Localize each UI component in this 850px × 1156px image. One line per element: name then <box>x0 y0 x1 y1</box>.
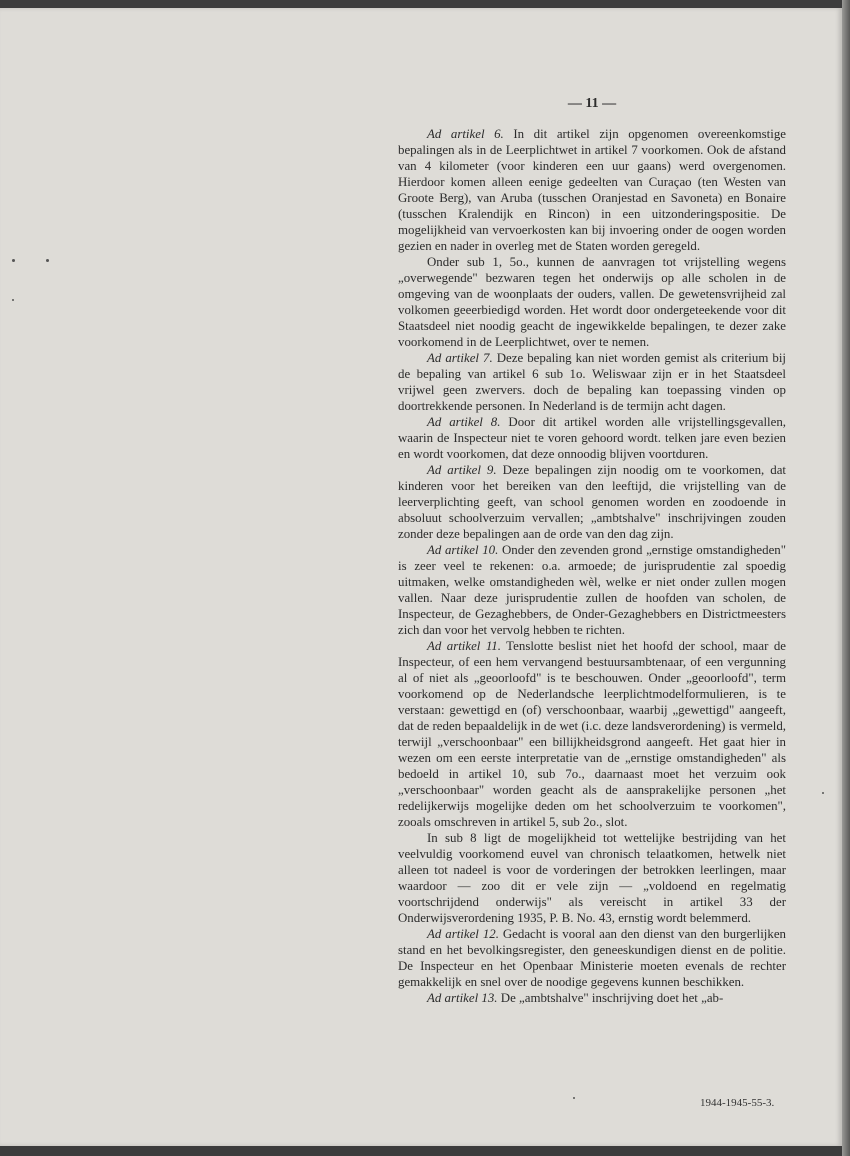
paragraph-artikel-12 <box>398 926 786 990</box>
paragraph-heading: Ad artikel 9. <box>427 463 497 477</box>
paragraph-heading: Ad artikel 13. <box>427 991 498 1005</box>
paragraph-artikel-10 <box>398 542 786 638</box>
paragraph-heading: Ad artikel 7. <box>427 351 493 365</box>
paragraph-artikel-9 <box>398 462 786 542</box>
paragraph-artikel-8 <box>398 414 786 462</box>
body-text <box>398 126 786 1006</box>
scan-speck <box>573 1097 575 1099</box>
paragraph-text: In dit artikel zijn opgenomen overeenkomstige bepalingen als in de Leerplichtwet in artikel 7 voorkomen. Ook de afstand van 4 kilometer (voor kinderen een uur gaans) werd overgenomen. Hierdoor komen alleen eenige gedeelten van Curaçao (ten Westen van Groote Berg), van Aruba (tusschen Oranjestad en Savoneta) en Bonaire (tusschen Kralendijk en Rincon) in een uitzonderingspositie. De mogelijkheid van vervoerkosten kan bij invoering onder de oogen worden gezien en nader in overleg met de Staten worden geregeld. <box>398 127 786 253</box>
paragraph-text: Deze bepalingen zijn noodig om te voorkomen, dat kinderen voor het bereiken van den leeftijd, die vrijstelling van de leerverplichting geeft, van school genomen worden en zoodoende in absoluut schoolverzuim vervallen; „ambtshalve" inschrijvingen zouden zonder deze bepalingen aan de orde van den dag zijn. <box>398 463 786 541</box>
scan-speck <box>12 259 15 262</box>
scan-speck <box>12 299 14 301</box>
paragraph-artikel-6 <box>398 126 786 254</box>
paragraph-text: De „ambtshalve" inschrijving doet het „ab- <box>497 991 724 1005</box>
paragraph-text: Door dit artikel worden alle vrijstellingsgevallen, waarin de Inspecteur niet te voren gehoord wordt. telken jare even bezien en wordt voorkomen, dat deze onnoodig blijven voortduren. <box>398 415 786 461</box>
paragraph-text: Onder den zevenden grond „ernstige omstandigheden" is zeer veel te rekenen: o.a. armoede; de jurisprudentie zal spoedig uitmaken, welke omstandigheden wèl, welke er niet onder zullen mogen vallen. Naar deze jurisprudentie zullen de hoofden van scholen, de Inspecteur, de Gezaghebbers, de Onder-Gezaghebbers en Districtmeesters zich dan voor het vervolg hebben te richten. <box>398 543 787 637</box>
paragraph-heading: Ad artikel 10. <box>427 543 499 557</box>
paragraph-artikel-11 <box>398 638 786 830</box>
paragraph-text: Tenslotte beslist niet het hoofd der school, maar de Inspecteur, of een hem vervangend bestuursambtenaar, of een vergunning al of niet als „geoorloofd" is te beschouwen. Onder „geoorloofd", term voorkomend op de Nederlandsche leerplichtmodelformulieren, is te verstaan: gewettigd en (of) verschoonbaar, waarbij „gewettigd" aangeeft, dat de reden bepaaldelijk in de wet (i.c. deze landsverordening) is vermeld, terwijl „verschoonbaar" een billijkheidsgrond aangeeft. Het gaat hier in wezen om een eerste interpretatie van de „ernstige omstandigheden" als bedoeld in artikel 10, sub 7o., daarnaast moet het verzuim ook „verschoonbaar" worden geacht als de aansprakelijke personen „het redelijkerwijs mogelijke deden om het schoolverzuim te voorkomen", zooals omschreven in artikel 5, sub 2o., slot. <box>398 639 787 829</box>
paragraph-heading: Ad artikel 11. <box>427 639 501 653</box>
paragraph-artikel-13 <box>398 990 786 1006</box>
footer-reference-code: 1944-1945-55-3. <box>700 1097 775 1109</box>
paragraph-text: Deze bepaling kan niet worden gemist als criterium bij de bepaling van artikel 6 sub 1o. Weliswaar zijn er in het Staatsdeel vrijwel geen zwervers. doch de bepaling kan toepassing vinden op doortrekkende personen. In Nederland is de termijn acht dagen. <box>398 351 786 413</box>
paragraph-heading: Ad artikel 6. <box>427 127 504 141</box>
scan-speck <box>46 259 49 262</box>
paragraph-text: Onder sub 1, 5o., kunnen de aanvragen tot vrijstelling wegens „overwegende" bezwaren tegen het onderwijs op alle scholen in de omgeving van de woonplaats der ouders, vallen. De gewetensvrijheid zal volkomen geeerbiedigd worden. Het wordt door ondergeteekende voor dit Staatsdeel niet noodig geacht de ingewikkelde bepalingen, te dezer zake voorkomend in de Leerplichtwet, over te nemen. <box>398 255 786 349</box>
paragraph-sub-8 <box>398 830 786 926</box>
paragraph-text: In sub 8 ligt de mogelijkheid tot wettelijke bestrijding van het veelvuldig voorkomend euvel van chronisch telaatkomen, hetwelk niet alleen tot nadeel is voor de vorderingen der betrokken leerlingen, maar waardoor — zoo dit er vele zijn — „voldoend en regelmatig voortschrijdend onderwijs" als vereischt in artikel 33 der Onderwijsverordening 1935, P. B. No. 43, ernstig wordt belemmerd. <box>398 831 786 925</box>
page-number: — 11 — <box>567 96 617 111</box>
scan-speck <box>822 792 824 794</box>
paragraph-sub-1 <box>398 254 786 350</box>
paragraph-text: Gedacht is vooral aan den dienst van den burgerlijken stand en het bevolkingsregister, den geneeskundigen dienst en de politie. De Inspecteur en het Openbaar Ministerie moeten evenals de rechter gemakkelijk en snel over de noodige gegevens kunnen beschikken. <box>398 927 787 989</box>
paragraph-heading: Ad artikel 12. <box>427 927 499 941</box>
paragraph-artikel-7 <box>398 350 786 414</box>
paragraph-heading: Ad artikel 8. <box>427 415 501 429</box>
page-edge-shadow <box>842 0 850 1156</box>
